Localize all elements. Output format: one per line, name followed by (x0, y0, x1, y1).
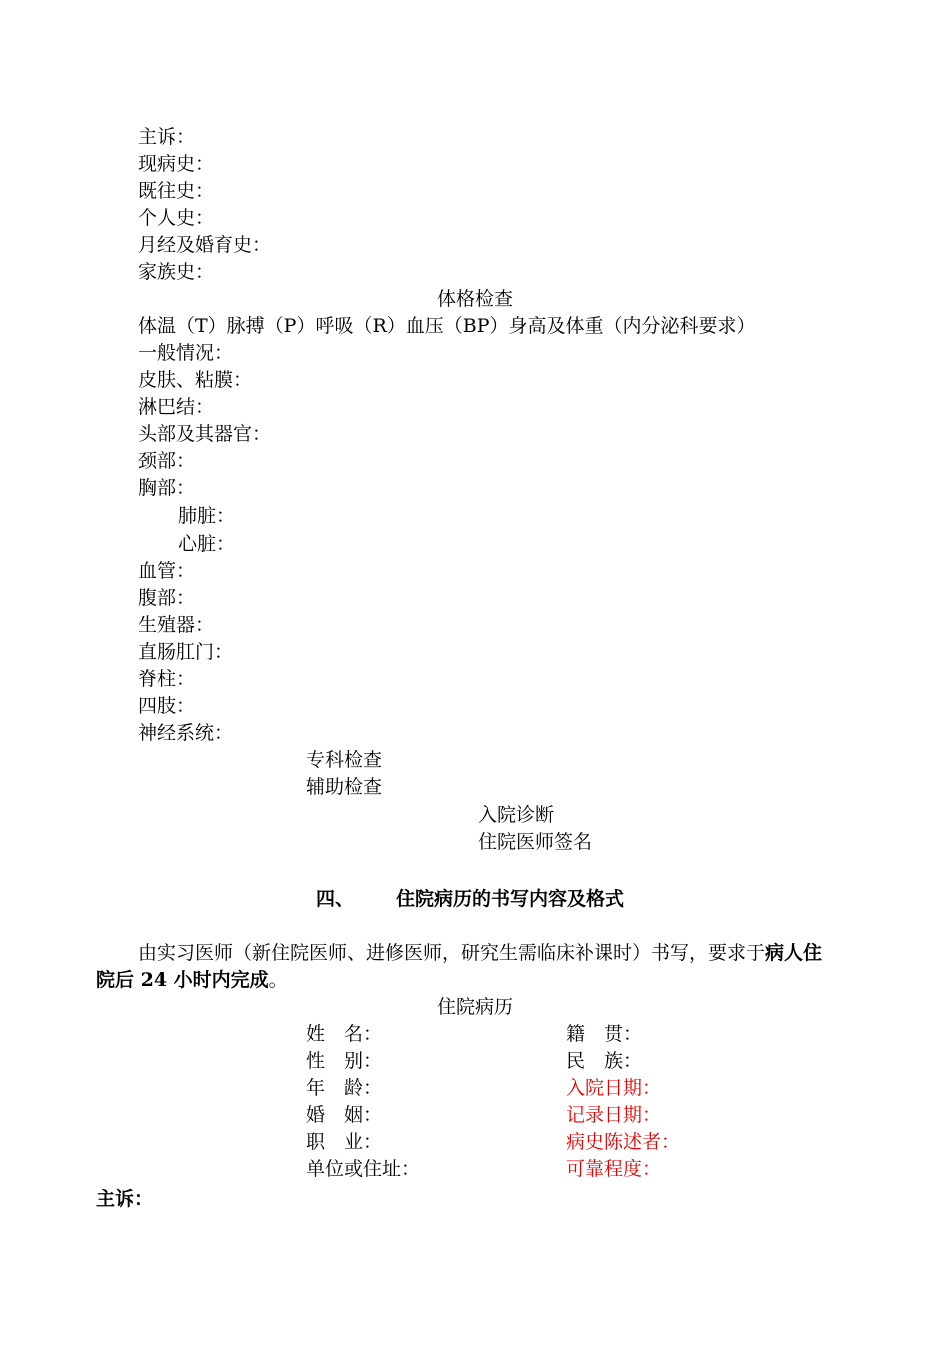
occupation-field: 职 业： (306, 1131, 383, 1153)
admission-diagnosis-label: 入院诊断 (478, 804, 555, 826)
exam-item: 一般情况： (138, 342, 234, 364)
exam-item: 神经系统： (138, 722, 234, 744)
exam-item: 脊柱： (138, 668, 196, 690)
chief-complaint-label: 主诉： (138, 126, 196, 148)
record-title: 住院病历 (436, 996, 513, 1018)
family-history-label: 家族史： (138, 261, 215, 283)
reliability-field: 可靠程度： (566, 1158, 662, 1180)
menstrual-marital-history-label: 月经及婚育史： (138, 234, 272, 256)
history-narrator-field: 病史陈述者： (566, 1131, 681, 1153)
intro-paragraph-line-1 (138, 940, 822, 967)
physical-exam-title: 体格检查 (436, 288, 513, 310)
personal-history-label: 个人史： (138, 207, 215, 229)
intro-tail: 。 (268, 969, 288, 991)
auxiliary-exam-label: 辅助检查 (306, 776, 383, 798)
exam-item: 淋巴结： (138, 396, 215, 418)
vitals-line: 体温（T）脉搏（P）呼吸（R）血压（BP）身高及体重（内分泌科要求） (138, 315, 756, 337)
name-field: 姓 名： (306, 1023, 383, 1045)
age-field: 年 龄： (306, 1077, 383, 1099)
specialty-exam-label: 专科检查 (306, 749, 383, 771)
intro-paragraph-line-2 (96, 967, 288, 994)
exam-item: 头部及其器官： (138, 423, 272, 445)
exam-item: 生殖器： (138, 614, 215, 636)
ethnicity-field: 民 族： (566, 1050, 643, 1072)
marital-field: 婚 姻： (306, 1104, 383, 1126)
intro-emphasis: 院后 24 小时内完成 (96, 969, 269, 991)
intro-emphasis: 病人住 (765, 942, 823, 964)
section-heading (316, 886, 624, 913)
present-illness-label: 现病史： (138, 153, 215, 175)
past-history-label: 既往史： (138, 180, 215, 202)
exam-item: 直肠肛门： (138, 641, 234, 663)
physician-signature-label: 住院医师签名 (478, 831, 593, 853)
chief-complaint-heading: 主诉： (96, 1188, 154, 1210)
exam-item: 颈部： (138, 450, 196, 472)
intro-text: 由实习医师（新住院医师、进修医师，研究生需临床补课时）书写，要求于 (138, 942, 766, 964)
exam-subitem: 肺脏： (178, 505, 236, 527)
native-place-field: 籍 贯： (566, 1023, 643, 1045)
admission-date-field: 入院日期： (566, 1077, 662, 1099)
section-title: 住院病历的书写内容及格式 (396, 888, 625, 910)
sex-field: 性 别： (306, 1050, 383, 1072)
exam-item: 胸部： (138, 477, 196, 499)
exam-item: 皮肤、粘膜： (138, 369, 253, 391)
exam-item: 腹部： (138, 587, 196, 609)
exam-item: 血管： (138, 560, 196, 582)
address-field: 单位或住址： (306, 1158, 421, 1180)
exam-item: 四肢： (138, 695, 196, 717)
record-date-field: 记录日期： (566, 1104, 662, 1126)
section-number: 四、 (316, 888, 355, 910)
exam-subitem: 心脏： (178, 533, 236, 555)
